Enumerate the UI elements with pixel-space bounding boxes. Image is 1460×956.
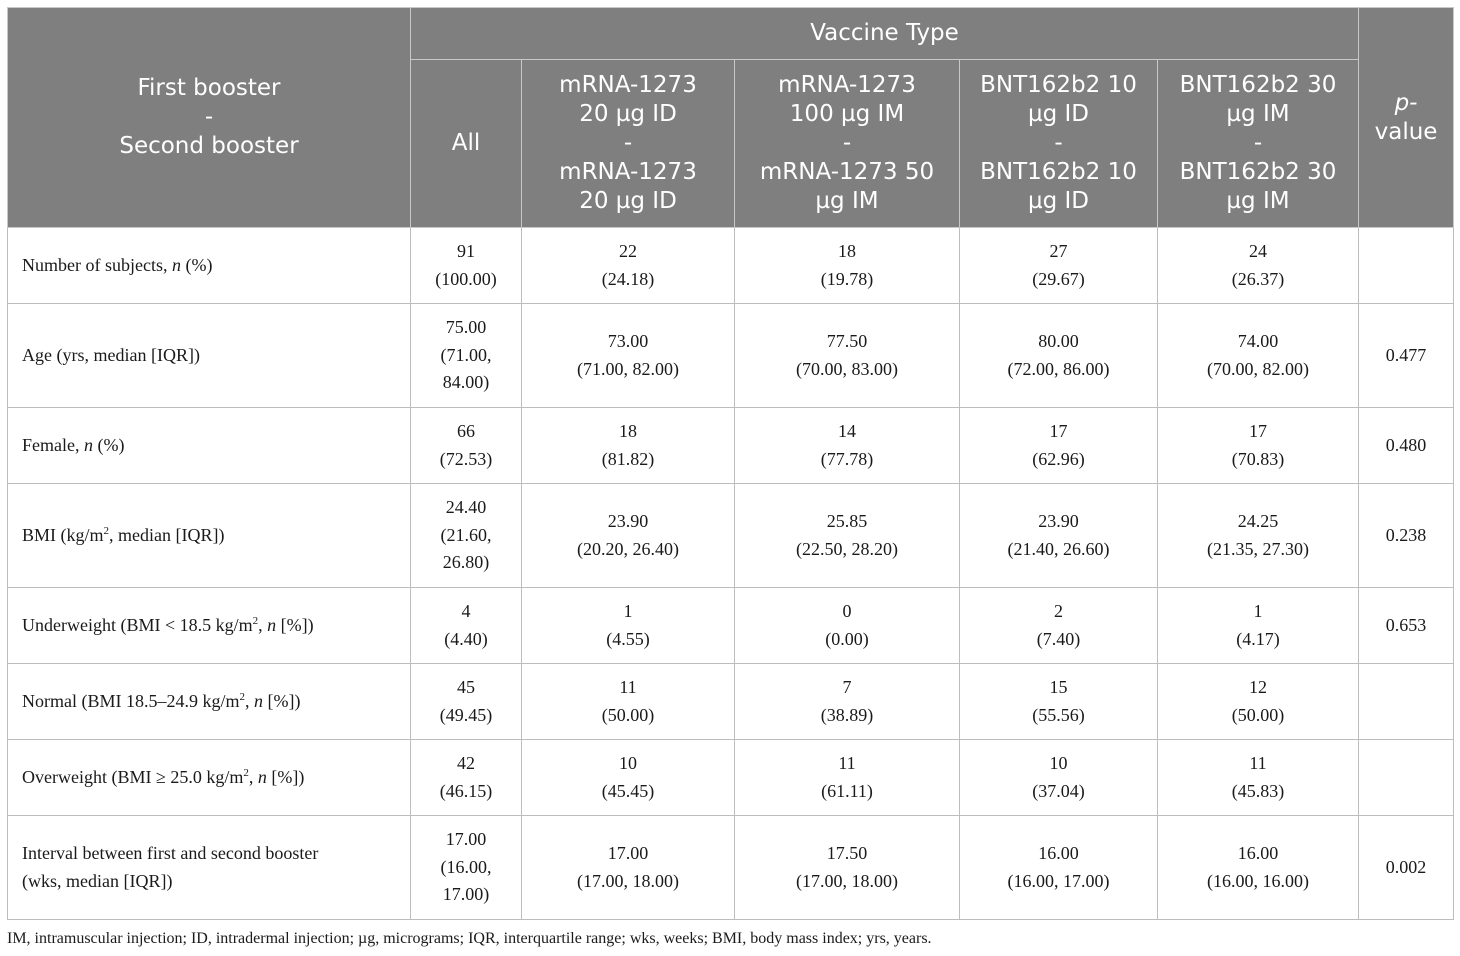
table-row [8, 664, 1454, 740]
pvalue-cell [1359, 228, 1454, 304]
cell-value: 11 [619, 677, 637, 697]
column-header-line: - [623, 130, 633, 156]
cell-value: 91 [457, 241, 475, 261]
column-header-line: µg IM [1226, 188, 1290, 214]
data-cell [411, 816, 522, 920]
data-cell [1158, 816, 1359, 920]
cell-value: 10 [1049, 753, 1068, 773]
cell-value: (77.78) [820, 448, 874, 469]
cell-value: (16.00, 17.00) [1007, 870, 1110, 891]
cell-value: 24.40 [445, 497, 487, 518]
data-cell [411, 740, 522, 816]
cell-value: 42 [457, 753, 475, 773]
cell-value: 17.00) [442, 884, 490, 905]
data-cell [1158, 740, 1359, 816]
cell-value: 16.00 [1237, 843, 1279, 863]
cell-value: (49.45) [439, 704, 493, 725]
cell-value: 1 [623, 601, 633, 621]
data-cell [522, 588, 735, 664]
row-label-line [22, 764, 406, 792]
data-cell [411, 228, 522, 304]
cell-value: 18 [619, 421, 637, 441]
cell-value: (21.35, 27.30) [1207, 538, 1310, 559]
cell-value: (0.00) [825, 628, 869, 649]
cell-value: 0 [842, 601, 852, 621]
cell-value: 4 [461, 601, 471, 621]
data-cell [1158, 408, 1359, 484]
row-label-part: 2 [103, 524, 110, 537]
data-cell [960, 664, 1158, 740]
column-header-line: 20 µg ID [579, 188, 677, 214]
cell-value: (61.11) [821, 780, 873, 801]
table-row [8, 228, 1454, 304]
cell-value: (46.15) [439, 780, 493, 801]
cell-value: (72.53) [439, 448, 493, 469]
data-cell [411, 304, 522, 408]
data-cell [960, 484, 1158, 588]
row-label-part: Normal (BMI 18.5–24.9 kg/m [22, 690, 240, 711]
data-cell [1158, 304, 1359, 408]
cell-value: (62.96) [1032, 448, 1085, 469]
pvalue-header-line: value [1374, 118, 1438, 145]
cell-value: 1 [1253, 601, 1263, 621]
row-label-line [22, 522, 406, 550]
group-header: Vaccine Type [411, 8, 1359, 60]
row-label-part: [%]) [276, 614, 314, 635]
row-label-part: (%) [180, 254, 213, 275]
cell-value: (22.50, 28.20) [796, 538, 898, 559]
data-cell [522, 740, 735, 816]
cell-value: (45.45) [601, 780, 655, 801]
data-cell [960, 228, 1158, 304]
data-cell [411, 664, 522, 740]
data-cell [1158, 588, 1359, 664]
row-label-line [22, 252, 406, 280]
cell-value: 17.00 [607, 843, 649, 863]
column-header [411, 60, 522, 228]
column-header-line: mRNA-1273 [559, 159, 697, 185]
data-cell [735, 408, 960, 484]
cell-value: 16.00 [1038, 843, 1079, 863]
cell-value: 18 [838, 241, 856, 261]
column-header-line: - [842, 130, 852, 156]
column-header-line: BNT162b2 10 [980, 72, 1137, 98]
data-cell [735, 816, 960, 920]
data-cell [960, 816, 1158, 920]
data-cell [522, 664, 735, 740]
row-label-part: [%]) [263, 690, 301, 711]
cell-value: 11 [1249, 753, 1267, 773]
column-header-line: mRNA-1273 [559, 72, 697, 98]
row-label [8, 484, 411, 588]
pvalue-cell: 0.477 [1359, 304, 1454, 408]
row-label-line [22, 688, 406, 716]
cell-value: (50.00) [1231, 704, 1285, 725]
pvalue-cell: 0.002 [1359, 816, 1454, 920]
column-header [1158, 60, 1359, 228]
cell-value: (55.56) [1032, 704, 1085, 725]
cell-value: (4.40) [444, 628, 488, 649]
cell-value: 66 [457, 421, 475, 441]
row-label [8, 304, 411, 408]
row-label-part: n [83, 434, 93, 455]
row-label [8, 408, 411, 484]
cell-value: 17 [1049, 421, 1068, 441]
table-row [8, 304, 1454, 408]
table-row [8, 588, 1454, 664]
cell-value: 27 [1049, 241, 1068, 261]
data-cell [960, 740, 1158, 816]
column-header-line: - [1253, 130, 1263, 156]
corner-line: First booster [137, 75, 281, 101]
footnote: IM, intramuscular injection; ID, intradermal injection; µg, micrograms; IQR, interquartile range; wks, weeks; BMI, body mass index; yrs, years. [7, 930, 932, 947]
row-label-part: , [248, 766, 258, 787]
cell-value: 73.00 [607, 331, 649, 351]
cell-value: 12 [1249, 677, 1268, 697]
pvalue-cell: 0.238 [1359, 484, 1454, 588]
row-label-line [22, 612, 406, 640]
data-cell [411, 484, 522, 588]
cell-value: 23.90 [607, 511, 649, 531]
row-label-part: Female, [22, 434, 84, 455]
table-container [7, 7, 1453, 948]
pvalue-cell [1359, 740, 1454, 816]
cell-value: 45 [457, 677, 475, 697]
column-header-line: mRNA-1273 50 [759, 159, 935, 185]
cell-value: 80.00 [1038, 331, 1079, 351]
row-label-part: BMI (kg/m [22, 524, 104, 545]
row-label [8, 740, 411, 816]
cell-value: 22 [619, 241, 637, 261]
row-label-line [22, 432, 406, 460]
data-cell [735, 228, 960, 304]
cell-value: (4.55) [606, 628, 650, 649]
cell-value: (21.60, [440, 524, 492, 545]
cell-value: 24 [1249, 241, 1268, 261]
cell-value: (37.04) [1032, 780, 1085, 801]
cell-value: (17.00, 18.00) [577, 870, 679, 891]
row-label-line [22, 342, 406, 370]
pvalue-cell: 0.480 [1359, 408, 1454, 484]
data-cell [411, 588, 522, 664]
data-cell [411, 408, 522, 484]
cell-value: (71.00, [440, 344, 492, 365]
cell-value: (16.00, [440, 856, 492, 877]
row-label-part: (%) [92, 434, 125, 455]
column-header [735, 60, 960, 228]
column-header-line: mRNA-1273 [778, 72, 916, 98]
row-label-part: [%]) [266, 766, 305, 787]
cell-value: (16.00, 16.00) [1207, 870, 1310, 891]
row-label-part: 2 [243, 766, 249, 779]
column-header-line: All [451, 130, 481, 156]
cell-value: (70.00, 82.00) [1207, 358, 1310, 379]
data-cell [735, 740, 960, 816]
data-cell [735, 484, 960, 588]
row-label [8, 228, 411, 304]
row-label-part: Overweight (BMI ≥ 25.0 kg/m [22, 766, 244, 787]
cell-value: 14 [838, 421, 856, 441]
row-label-line [22, 840, 406, 868]
cell-value: 17.50 [826, 843, 868, 863]
table-row [8, 740, 1454, 816]
cell-value: 17.00 [445, 829, 487, 850]
data-cell [960, 588, 1158, 664]
cell-value: 2 [1054, 601, 1063, 621]
cell-value: (71.00, 82.00) [577, 358, 679, 379]
data-cell [522, 816, 735, 920]
cell-value: (7.40) [1036, 628, 1081, 649]
cell-value: 11 [838, 753, 856, 773]
cell-value: 7 [842, 677, 852, 697]
data-cell [522, 304, 735, 408]
data-cell [1158, 228, 1359, 304]
cell-value: 25.85 [826, 511, 868, 531]
cell-value: 84.00) [442, 372, 490, 393]
row-label-part: Number of subjects, [22, 254, 172, 275]
table-row [8, 408, 1454, 484]
table-row [8, 816, 1454, 920]
row-label-part: n [254, 690, 263, 711]
vaccine-characteristics-table [7, 7, 1454, 920]
cell-value: (81.82) [601, 448, 655, 469]
row-label-part: 2 [239, 690, 245, 703]
cell-value: 75.00 [445, 317, 487, 338]
cell-value: 74.00 [1237, 331, 1279, 351]
cell-value: (50.00) [601, 704, 655, 725]
column-header-line: BNT162b2 30 [1179, 159, 1337, 185]
row-label-part: , [245, 690, 254, 711]
cell-value: (19.78) [820, 268, 874, 289]
column-header-line: BNT162b2 30 [1179, 72, 1337, 98]
row-label [8, 664, 411, 740]
cell-value: (20.20, 26.40) [577, 538, 679, 559]
cell-value: (45.83) [1231, 780, 1285, 801]
column-header-line: µg ID [1027, 188, 1090, 214]
pvalue-header-line: p- [1394, 89, 1418, 116]
cell-value: 15 [1049, 677, 1068, 697]
cell-value: (38.89) [820, 704, 874, 725]
row-label-part: Underweight (BMI < 18.5 kg/m [22, 614, 253, 635]
cell-value: (26.37) [1231, 268, 1285, 289]
data-cell [1158, 664, 1359, 740]
cell-value: (100.00) [435, 268, 497, 289]
data-cell [522, 408, 735, 484]
pvalue-cell [1359, 664, 1454, 740]
cell-value: (70.00, 83.00) [796, 358, 898, 379]
cell-value: 10 [619, 753, 637, 773]
data-cell [522, 228, 735, 304]
cell-value: 23.90 [1038, 511, 1079, 531]
row-label-part: Age (yrs, median [IQR]) [22, 344, 200, 365]
row-label-part: , [258, 614, 268, 635]
data-cell [735, 664, 960, 740]
cell-value: 77.50 [826, 331, 868, 351]
cell-value: (21.40, 26.60) [1007, 538, 1110, 559]
table-row [8, 484, 1454, 588]
data-cell [735, 304, 960, 408]
row-label-part: n [267, 614, 277, 635]
cell-value: (70.83) [1231, 448, 1285, 469]
row-label [8, 816, 411, 920]
row-label-part: , median [IQR]) [109, 524, 225, 545]
data-cell [735, 588, 960, 664]
data-cell [960, 408, 1158, 484]
pvalue-cell: 0.653 [1359, 588, 1454, 664]
cell-value: (29.67) [1032, 268, 1085, 289]
row-label [8, 588, 411, 664]
cell-value: (4.17) [1236, 628, 1280, 649]
cell-value: (17.00, 18.00) [796, 870, 898, 891]
column-header-line: - [1054, 130, 1063, 156]
corner-line: - [204, 104, 214, 130]
column-header-line: BNT162b2 10 [980, 159, 1137, 185]
column-header-line: µg ID [1027, 101, 1090, 127]
row-label-part: n [257, 766, 267, 787]
column-header-line: 20 µg ID [579, 101, 677, 127]
corner-line: Second booster [119, 133, 299, 159]
row-label-part: n [171, 254, 181, 275]
corner-header [8, 8, 411, 228]
row-label-line: (wks, median [IQR]) [22, 870, 173, 891]
data-cell [1158, 484, 1359, 588]
row-label-part: Interval between first and second booster [22, 843, 319, 863]
cell-value: 24.25 [1237, 511, 1279, 531]
cell-value: (24.18) [601, 268, 655, 289]
column-header-line: µg IM [815, 188, 879, 214]
row-label-part: 2 [252, 614, 259, 627]
pvalue-header [1359, 8, 1454, 228]
column-header-line: 100 µg IM [789, 101, 905, 127]
data-cell [960, 304, 1158, 408]
column-header-line: µg IM [1226, 101, 1290, 127]
cell-value: 26.80) [442, 552, 490, 573]
column-header [960, 60, 1158, 228]
data-cell [522, 484, 735, 588]
cell-value: (72.00, 86.00) [1007, 358, 1110, 379]
cell-value: 17 [1249, 421, 1268, 441]
column-header [522, 60, 735, 228]
